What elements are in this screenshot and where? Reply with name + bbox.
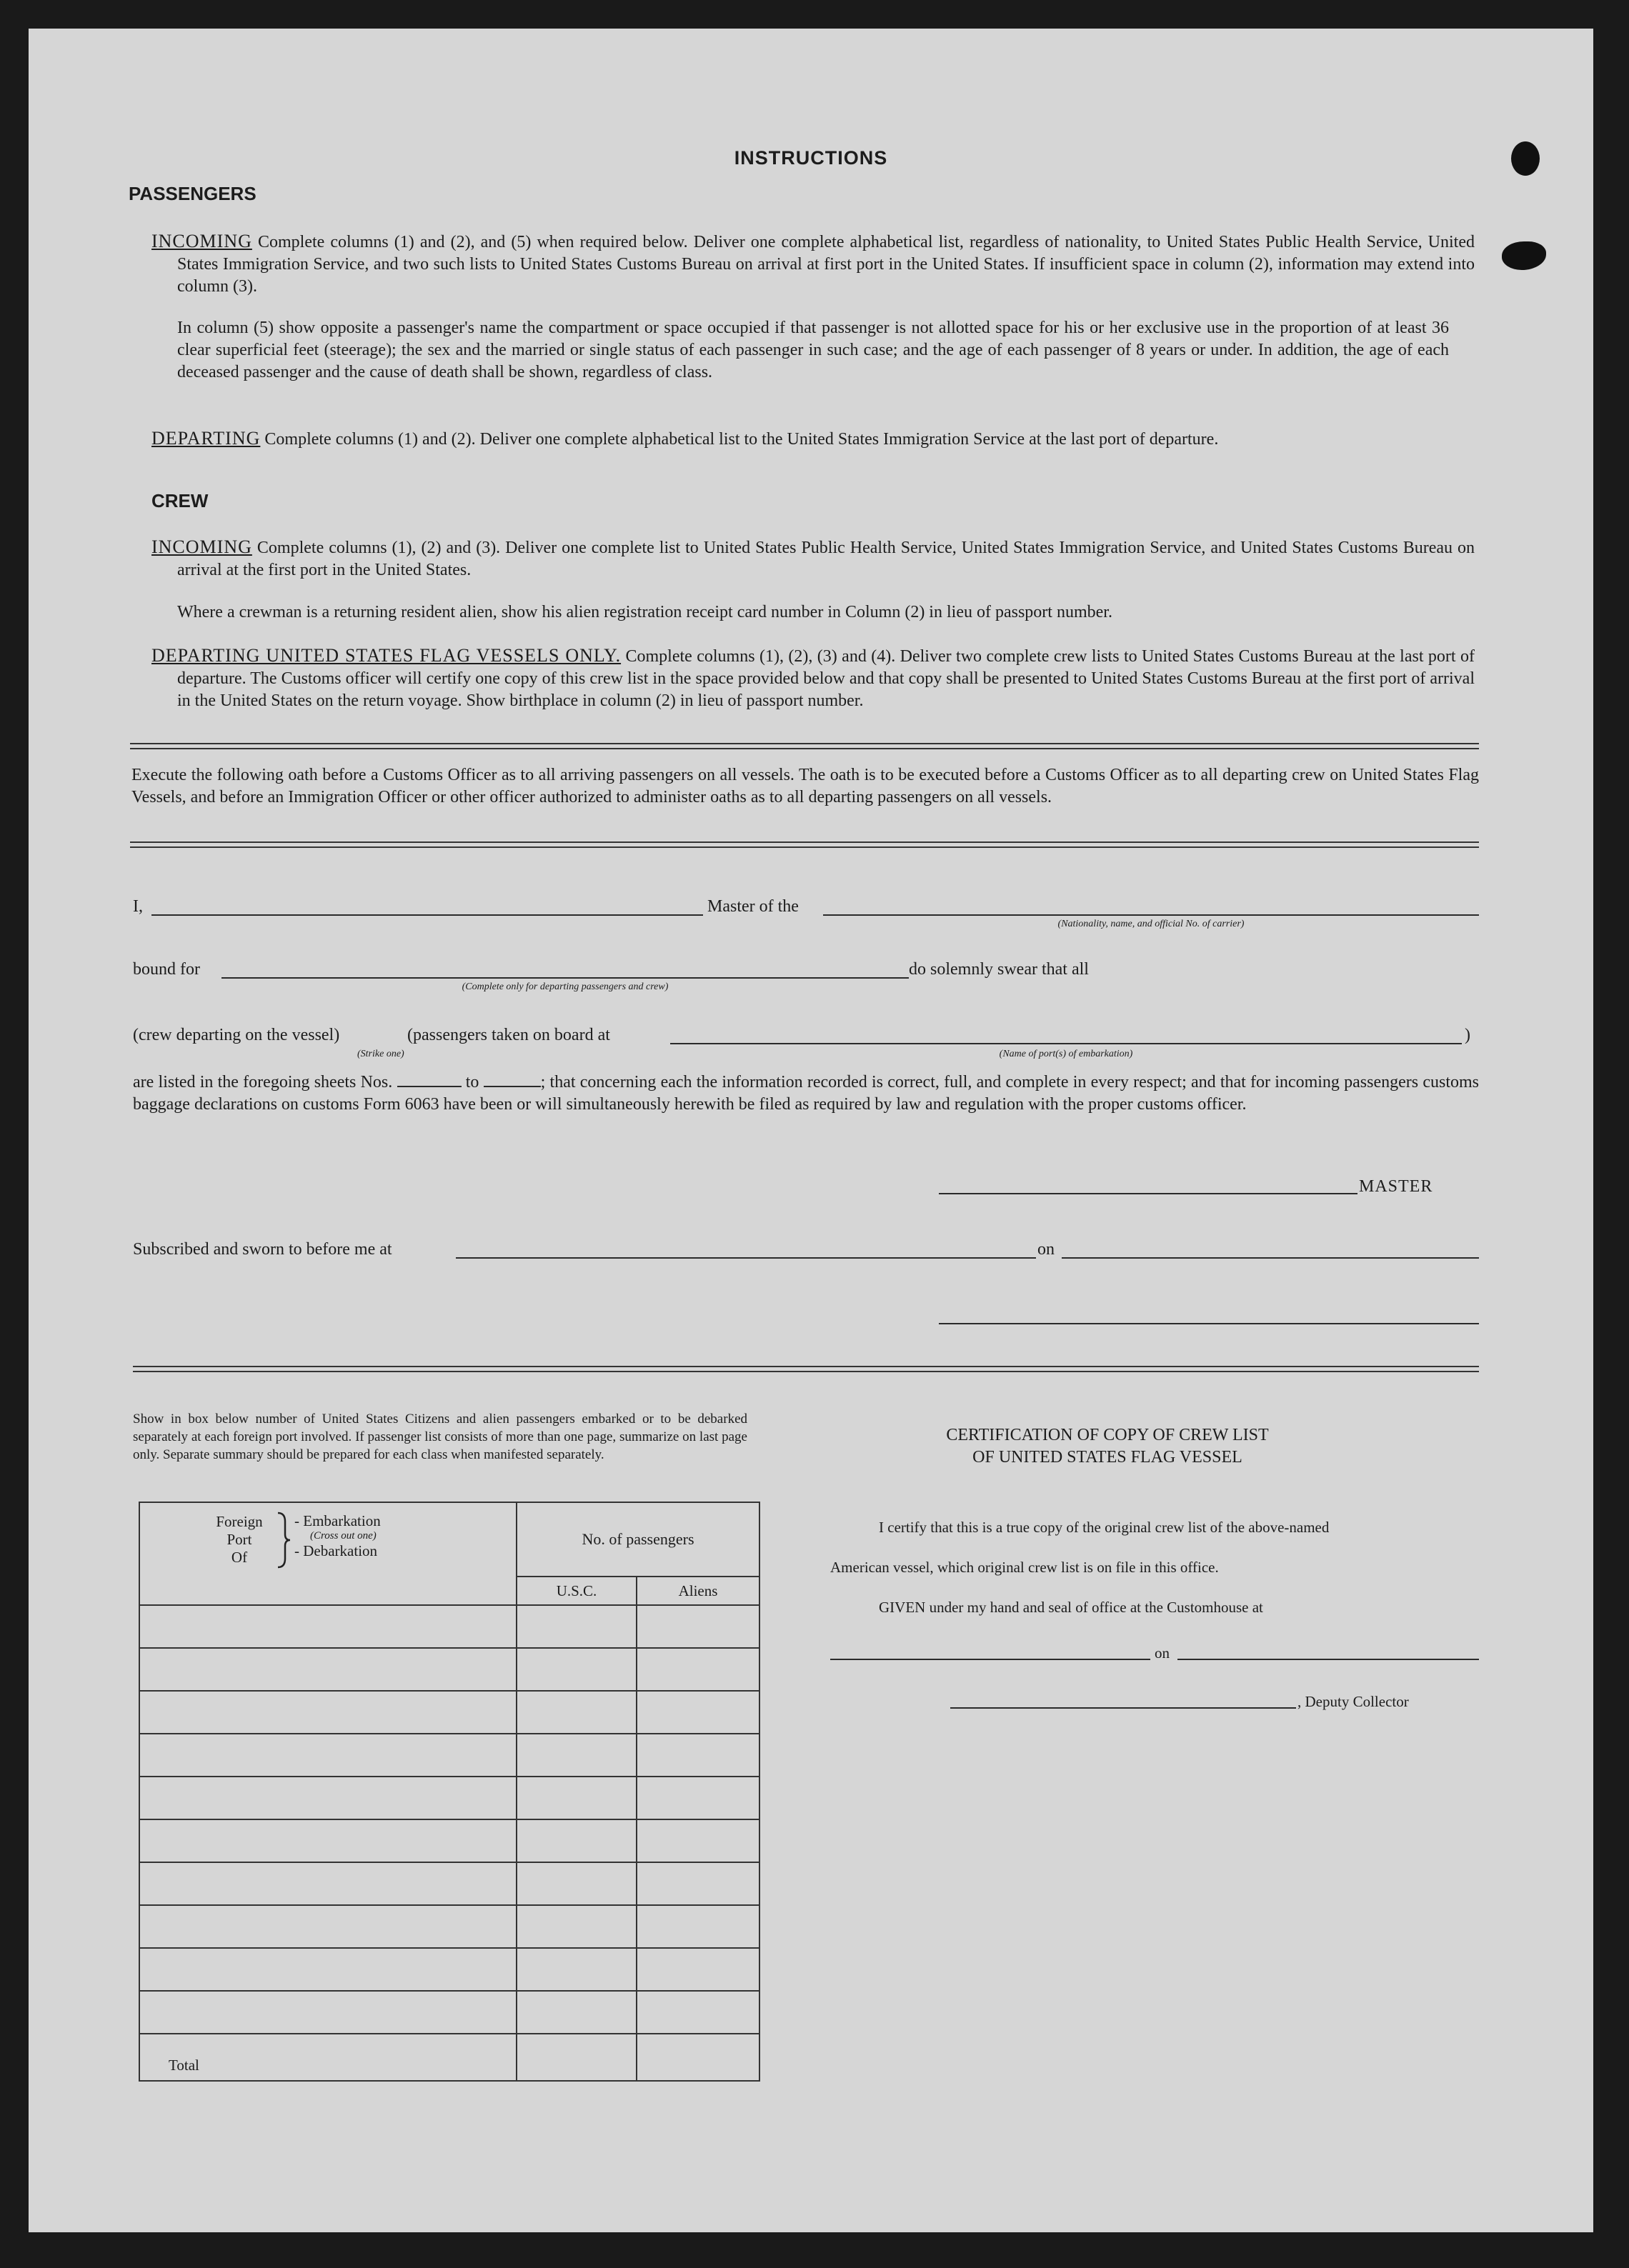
crew-departing-label: DEPARTING UNITED STATES FLAG VESSELS ONLY. [151,645,622,666]
usc-header: U.S.C. [517,1577,637,1605]
oath-declaration [133,1071,1479,1116]
summary-row [139,1648,759,1691]
certification-line-3: GIVEN under my hand and seal of office at the Customhouse at [879,1599,1263,1616]
debarkation-label: - Debarkation [294,1542,378,1559]
crew-incoming-label: INCOMING [151,536,252,557]
port-cell[interactable] [139,1819,517,1862]
aliens-cell[interactable] [637,1648,759,1691]
no-of-passengers-header: No. of passengers [517,1502,759,1577]
summary-row [139,1734,759,1777]
embarkation-label: - Embarkation [294,1512,381,1529]
master-of-the-label: Master of the [707,897,799,916]
oath-i-label: I, [133,897,143,916]
port-cell[interactable] [139,1948,517,1991]
passengers-incoming-instructions [151,230,1475,298]
aliens-cell[interactable] [637,1734,759,1777]
crew-departing-text: Complete columns (1), (2), (3) and (4). Deliver two complete crew lists to United States Customs Bureau at the last port of departure. The Customs officer will certify one copy of this crew list in the space provided below and that copy shall be presented to United States Customs Bureau at the first port of arrival in the United States on the return voyage. Show birthplace in column (2) in lieu of passport number. [177,647,1475,710]
summary-row [139,1777,759,1819]
certification-line-2: American vessel, which original crew list is on file in this office. [830,1559,1219,1576]
summary-row [139,1905,759,1948]
close-paren: ) [1465,1026,1470,1044]
port-cell[interactable] [139,1605,517,1648]
passengers-departing-instructions [151,427,1475,451]
document-page [29,29,1593,2232]
usc-cell[interactable] [517,1948,637,1991]
master-label: MASTER [1359,1177,1433,1196]
of-label: Of [231,1549,248,1566]
deputy-signature-line [950,1707,1296,1709]
certification-date-line [1177,1659,1479,1660]
aliens-header: Aliens [637,1577,759,1605]
carrier-caption: (Nationality, name, and official No. of carrier) [1057,919,1245,929]
usc-cell[interactable] [517,1862,637,1905]
bound-for-caption: (Complete only for departing passengers and crew) [462,981,669,992]
master-name-line [151,914,703,916]
passengers-incoming-label: INCOMING [151,231,252,251]
summary-intro: Show in box below number of United States Citizens and alien passengers embarked or to be debarked separately at each foreign port involved. If passenger list consists of more than one page, summarize on last page only. Separate summary should be prepared for each class when manifested separately. [133,1412,747,1462]
sworn-on-label: on [1037,1240,1055,1259]
passengers-departing-label: DEPARTING [151,428,261,449]
total-usc-cell[interactable] [517,2034,637,2081]
strike-one-caption: (Strike one) [357,1049,404,1059]
deputy-collector-label: , Deputy Collector [1297,1693,1409,1710]
crew-incoming-instructions [151,536,1475,581]
aliens-cell[interactable] [637,1691,759,1734]
crew-departing-instructions [151,644,1475,712]
oath-intro: Execute the following oath before a Customs Officer as to all arriving passengers on all vessels. The oath is to be executed before a Customs Officer as to all departing crew on United States Flag Vessels, and before an Immigration Officer or other officer authorized to administer oaths as to all departing passengers on all vessels. [131,766,1479,806]
passengers-heading: PASSENGERS [129,183,256,204]
certification-title-line-2: OF UNITED STATES FLAG VESSEL [972,1448,1242,1467]
aliens-cell[interactable] [637,1819,759,1862]
bound-for-line [221,977,909,979]
bound-for-label: bound for [133,960,200,979]
customhouse-line [830,1659,1150,1660]
officer-signature-line [939,1323,1479,1324]
usc-cell[interactable] [517,1819,637,1862]
listed-text-a: are listed in the foregoing sheets Nos. [133,1073,393,1091]
aliens-cell[interactable] [637,1777,759,1819]
usc-cell[interactable] [517,1605,637,1648]
port-cell[interactable] [139,1862,517,1905]
section-divider [133,1366,1479,1372]
aliens-cell[interactable] [637,1905,759,1948]
aliens-cell[interactable] [637,1948,759,1991]
page-title: INSTRUCTIONS [734,147,888,169]
total-label: Total [139,2034,517,2081]
usc-cell[interactable] [517,1991,637,2034]
summary-row [139,1605,759,1648]
section-divider [130,743,1479,749]
usc-cell[interactable] [517,1691,637,1734]
summary-row [139,1862,759,1905]
certification-on-label: on [1155,1644,1170,1662]
passenger-summary-table [139,1502,760,2082]
usc-cell[interactable] [517,1905,637,1948]
sworn-at-line [456,1257,1036,1259]
section-divider [130,841,1479,848]
summary-total-row [139,2034,759,2081]
port-header-cell [139,1502,517,1605]
port-caption: (Name of port(s) of embarkation) [999,1049,1133,1059]
carrier-line [823,914,1479,916]
ink-blot-mark [1502,241,1546,270]
listed-text-b: ; that concerning each the information recorded is correct, full, and complete in every respect; and that for incoming passengers customs baggage declarations on customs Form 6063 have been or will simultaneously herewith be filed as required by law and regulation with the proper customs officer. [133,1073,1480,1114]
summary-row [139,1691,759,1734]
sworn-date-line [1062,1257,1479,1259]
summary-row [139,1819,759,1862]
cross-out-label: (Cross out one) [310,1530,377,1542]
port-label: Port [226,1531,252,1548]
swear-text: do solemnly swear that all [909,960,1089,979]
port-cell[interactable] [139,1691,517,1734]
passengers-incoming-text: Complete columns (1) and (2), and (5) when required below. Deliver one complete alphabetical list, regardless of nationality, to United States Public Health Service, United States Immigration Service, and two such lists to United States Customs Bureau on arrival at first port in the United States. If insufficient space in column (2), information may extend into column (3). [177,233,1475,296]
crew-returning-alien-instructions: Where a crewman is a returning resident alien, show his alien registration receipt card number in Column (2) in lieu of passport number. [177,603,1112,621]
passengers-column5-instructions: In column (5) show opposite a passenger's name the compartment or space occupied if that passenger is not allotted space for his or her exclusive use in the proportion of at least 36 clear superficial feet (steerage); the sex and the married or single status of each passenger in such case; and the age of each passenger of 8 years or under. In addition, the age of each deceased passenger and the cause of death shall be shown, regardless of class. [177,319,1449,381]
total-aliens-cell[interactable] [637,2034,759,2081]
summary-row [139,1991,759,2034]
embarkation-port-line [670,1043,1462,1044]
crew-heading: CREW [151,490,209,511]
summary-row [139,1948,759,1991]
brace-icon [276,1512,292,1569]
master-signature-line [939,1193,1358,1194]
passengers-departing-text: Complete columns (1) and (2). Deliver one complete alphabetical list to the United States Immigration Service at the last port of departure. [264,430,1219,449]
foreign-label: Foreign [216,1513,263,1530]
usc-cell[interactable] [517,1648,637,1691]
port-cell[interactable] [139,1905,517,1948]
usc-cell[interactable] [517,1734,637,1777]
port-cell[interactable] [139,1734,517,1777]
certification-title-line-1: CERTIFICATION OF COPY OF CREW LIST [946,1426,1269,1444]
port-cell[interactable] [139,1991,517,2034]
subscribed-label: Subscribed and sworn to before me at [133,1240,392,1259]
listed-to: to [465,1073,479,1091]
port-cell[interactable] [139,1648,517,1691]
certification-line-1: I certify that this is a true copy of the original crew list of the above-named [879,1519,1330,1536]
port-cell[interactable] [139,1777,517,1819]
crew-incoming-text: Complete columns (1), (2) and (3). Deliver one complete list to United States Public Health Service, United States Immigration Service, and United States Customs Bureau on arrival at the first port in the United States. [177,539,1475,579]
summary-header-row [139,1502,759,1577]
usc-cell[interactable] [517,1777,637,1819]
aliens-cell[interactable] [637,1991,759,2034]
crew-departing-option: (crew departing on the vessel) [133,1026,340,1044]
aliens-cell[interactable] [637,1605,759,1648]
certification-title [857,1424,1358,1469]
aliens-cell[interactable] [637,1862,759,1905]
passengers-taken-option: (passengers taken on board at [407,1026,610,1044]
